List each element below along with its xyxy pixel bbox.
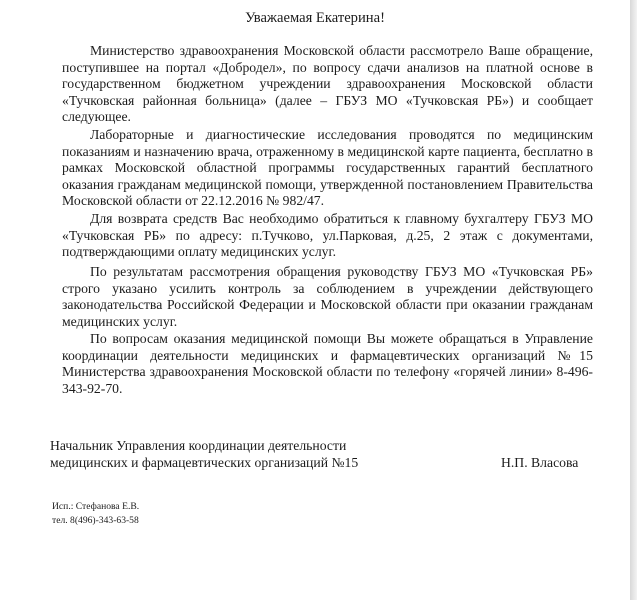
- executor-phone: тел. 8(496)-343-63-58: [52, 514, 139, 526]
- paragraph-intro: Министерство здравоохранения Московской области рассмотрело Ваше обращение, поступившее на портал «Добродел», по вопросу сдачи анализов на платной основе в государственном бюджетном учреждении здравоохранения Московской области «Тучковская районная больница» (далее – ГБУЗ МО «Тучковская РБ») и сообщает следующее.: [62, 43, 593, 125]
- signatory-name: Н.П. Власова: [501, 455, 579, 470]
- page-edge-shadow: [630, 0, 637, 600]
- signatory-title-line2: медицинских и фармацевтических организаций №15: [50, 455, 359, 471]
- paragraph-refund: Для возврата средств Вас необходимо обратиться к главному бухгалтеру ГБУЗ МО «Тучковская РБ» по адресу: п.Тучково, ул.Парковая, д.25, 2 этаж с документами, подтверждающими оплату медицинских услуг.: [62, 211, 593, 260]
- paragraph-results: По результатам рассмотрения обращения руководству ГБУЗ МО «Тучковская РБ» строго указано усилить контроль за соблюдением в учреждении действующего законодательства Российской Федерации и Московской области при оказании гражданам медицинских услуг.: [62, 264, 593, 329]
- salutation: Уважаемая Екатерина!: [245, 10, 385, 26]
- executor-block: [52, 500, 139, 527]
- executor-name: Исп.: Стефанова Е.В.: [52, 501, 140, 512]
- paragraph-hotline: По вопросам оказания медицинской помощи Вы можете обращаться в Управление координации деятельности медицинских и фармацевтических организаций №15 Министерства здравоохранения Московской области по телефону «горячей линии» 8-496-343-92-70.: [62, 331, 593, 396]
- signatory-title: [50, 437, 358, 472]
- signatory-title-line1: Начальник Управления координации деятельности: [50, 438, 347, 453]
- paragraph-lab-tests: Лабораторные и диагностические исследования проводятся по медицинским показаниям и назначению врача, отраженному в медицинской карте пациента, бесплатно в рамках Московской областной программы государственных гарантий бесплатного оказания гражданам медицинской помощи, утвержденной постановлением Правительства Московской области от 22.12.2016 № 982/47.: [62, 127, 593, 209]
